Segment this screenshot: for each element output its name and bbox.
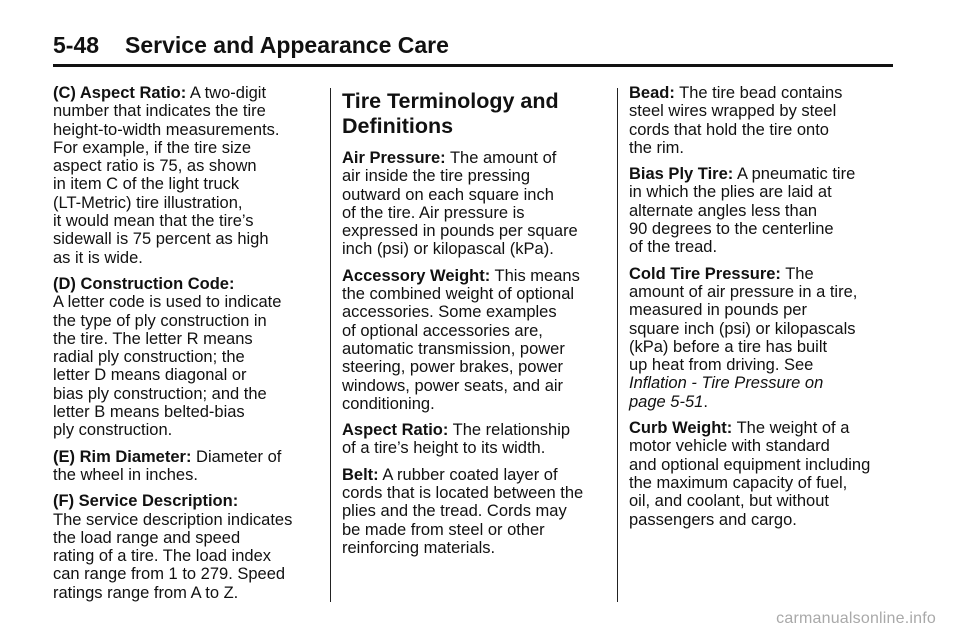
entry-term: Bead:: [629, 84, 675, 102]
entry-term: (C) Aspect Ratio:: [53, 84, 187, 102]
entry-term: Aspect Ratio:: [342, 421, 449, 440]
section-title: Service and Appearance Care: [125, 32, 449, 58]
column-2: [342, 84, 608, 565]
entry-term: (F) Service Description:: [53, 492, 239, 511]
watermark: carmanualsonline.info: [776, 610, 936, 627]
section-heading: Tire Terminology and Definitions: [342, 89, 559, 138]
entry-accessory-weight: [342, 267, 608, 413]
entry-term: Belt:: [342, 465, 379, 484]
entry-rim-diameter-e: [53, 448, 323, 485]
entry-belt: [342, 466, 608, 557]
entry-text: A rubber coated layer of cords that is located between the plies and the tread. Cords may be made from steel or other reinforcing materials.: [342, 465, 584, 557]
entry-text: A two-digit number that indicates the tire height-to-width measurements. For example, if the tire size aspect ratio is 75, as shown in item C of the light truck (LT-Metric) tire illustration, it would mean that the tire’s sidewall is 75 percent as high as it is wide.: [53, 84, 280, 267]
entry-text: The tire bead contains steel wires wrapped by steel cords that hold the tire onto the rim.: [629, 84, 843, 157]
entry-curb-weight: [629, 419, 899, 529]
column-3: [629, 84, 899, 537]
entry-cold-tire-pressure: [629, 265, 899, 411]
entry-text: The service description indicates the load range and speed rating of a tire. The load index can range from 1 to 279. Speed ratings range from A to Z.: [53, 510, 293, 602]
column-1: [53, 84, 323, 610]
entry-term: (E) Rim Diameter:: [53, 447, 192, 466]
entry-aspect-ratio-c: [53, 84, 323, 267]
entry-term: (D) Construction Code:: [53, 274, 235, 293]
entry-bias-ply-tire: [629, 165, 899, 256]
entry-construction-code-d: [53, 275, 323, 440]
cross-reference-link[interactable]: Inflation - Tire Pressure on page 5-51: [629, 374, 824, 411]
entry-air-pressure: [342, 149, 608, 259]
entry-aspect-ratio: [342, 421, 608, 458]
entry-text: The amount of air inside the tire pressing outward on each square inch of the tire. Air pressure is expressed in pounds per square inch (psi) or kilopascal (kPa).: [342, 149, 578, 259]
entry-text: A letter code is used to indicate the type of ply construction in the tire. The letter R means radial ply construction; the letter D means diagonal or bias ply construction; and the letter B means belted-bias ply construction.: [53, 293, 282, 440]
entry-term: Cold Tire Pressure:: [629, 264, 781, 283]
column-divider: [330, 88, 331, 602]
entry-text-suffix: .: [703, 392, 708, 411]
column-divider: [617, 88, 618, 602]
entry-text: Diameter of the wheel in inches.: [53, 447, 282, 484]
entry-term: Bias Ply Tire:: [629, 165, 734, 184]
entry-term: Air Pressure:: [342, 149, 446, 167]
entry-text: The relationship of a tire’s height to its width.: [342, 421, 571, 458]
header-rule: [53, 64, 893, 67]
page-number: 5-48: [53, 32, 100, 58]
entry-text: The weight of a motor vehicle with standard and optional equipment including the maximum capacity of fuel, oil, and coolant, but without passengers and cargo.: [629, 419, 871, 529]
entry-service-description-f: [53, 492, 323, 602]
page-header: [53, 34, 893, 68]
entry-text: This means the combined weight of optional accessories. Some examples of optional accessories are, automatic transmission, power steering, power brakes, power windows, power seats, and air conditioning.: [342, 266, 580, 413]
entry-term: Curb Weight:: [629, 419, 733, 438]
entry-text: The amount of air pressure in a tire, measured in pounds per square inch (psi) or kilopascals (kPa) before a tire has built up heat from driving. See: [629, 264, 858, 375]
entry-bead: [629, 84, 899, 157]
entry-term: Accessory Weight:: [342, 266, 491, 285]
entry-text: A pneumatic tire in which the plies are laid at alternate angles less than 90 degrees to the centerline of the tread.: [629, 165, 856, 257]
